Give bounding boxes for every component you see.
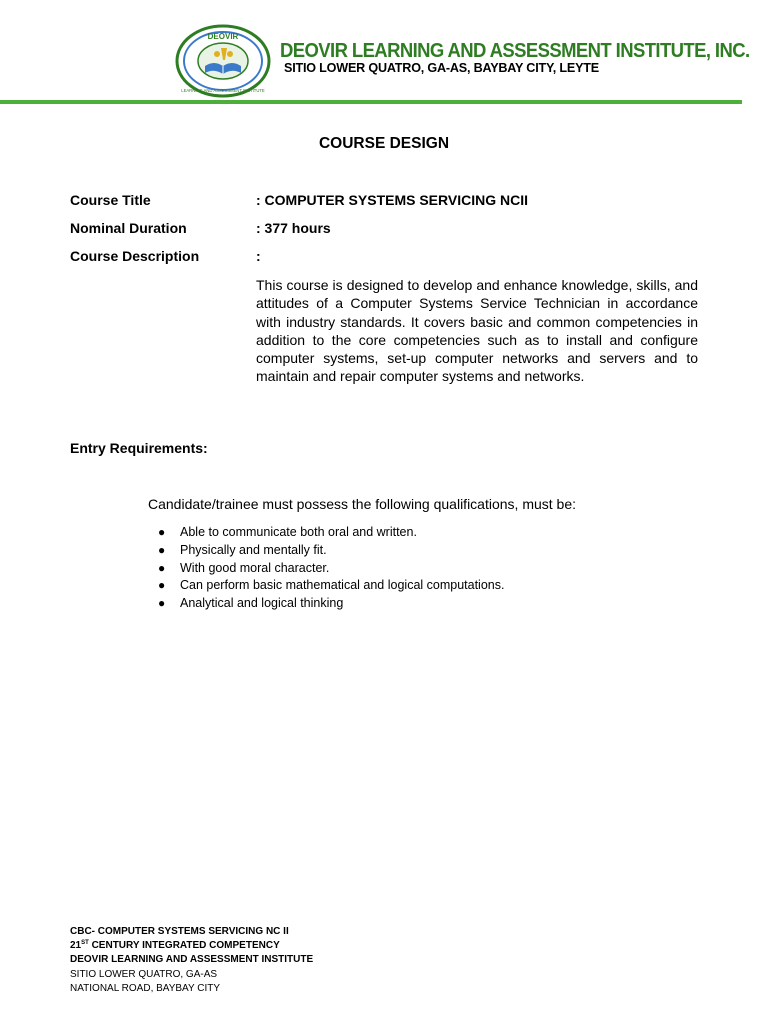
logo-ring-text: LEARNING AND ASSESSMENT INSTITUTE [181, 88, 265, 93]
footer-line-qualification: CBC- COMPUTER SYSTEMS SERVICING NC II [70, 926, 289, 937]
page-title: COURSE DESIGN [318, 135, 450, 152]
entry-requirements-intro: Candidate/trainee must possess the following qualifications, must be: [148, 496, 577, 512]
page-footer [70, 925, 313, 996]
course-title-value: : COMPUTER SYSTEMS SERVICING NCII [256, 192, 528, 208]
bullet-icon: ● [158, 560, 166, 575]
requirement-text: Able to communicate both oral and written. [180, 525, 417, 539]
bullet-icon: ● [158, 578, 166, 593]
list-item [158, 577, 505, 595]
footer-line-address: SITIO LOWER QUATRO, GA-AS [70, 968, 218, 980]
institute-logo [175, 24, 271, 98]
course-title-label: Course Title [70, 192, 151, 208]
bullet-icon: ● [158, 525, 166, 539]
institute-name: DEOVIR LEARNING AND ASSESSMENT INSTITUTE, INC. [280, 38, 750, 62]
list-item [158, 542, 504, 560]
course-description: This course is designed to develop and enhance knowledge, skills, and attitudes of a Computer Systems Service Technician in accordance with industry standards. It covers basic and common competencies in addition to the core competencies such as to install and configure computer systems, set-up computer networks and servers and to maintain and repair computer systems and networks. [256, 277, 698, 385]
list-item [158, 524, 504, 542]
footer-century-suffix: ST [81, 940, 89, 947]
logo-text: DEOVIR [207, 32, 239, 41]
bullet-icon: ● [158, 596, 166, 611]
description-colon: : [256, 248, 261, 264]
list-item [158, 560, 504, 578]
list-item [158, 595, 504, 613]
footer-century-number: 21 [70, 940, 82, 952]
requirements-list [158, 524, 505, 613]
duration-value: : 377 hours [256, 220, 331, 236]
footer-line-competency [70, 939, 313, 953]
entry-requirements-heading: Entry Requirements: [70, 440, 208, 456]
institute-address: SITIO LOWER QUATRO, GA-AS, BAYBAY CITY, LEYTE [284, 61, 599, 75]
bullet-icon: ● [158, 542, 166, 557]
requirement-text: Can perform basic mathematical and logical computations. [180, 578, 505, 593]
footer-line-road: NATIONAL ROAD, BAYBAY CITY [70, 982, 221, 994]
requirement-text: Analytical and logical thinking [180, 596, 344, 611]
description-label: Course Description [70, 248, 200, 264]
requirement-text: Physically and mentally fit. [180, 542, 327, 557]
duration-label: Nominal Duration [70, 220, 187, 236]
requirement-text: With good moral character. [180, 560, 330, 575]
footer-century-text: CENTURY INTEGRATED COMPETENCY [88, 940, 280, 952]
header-divider [0, 100, 742, 104]
footer-line-institute: DEOVIR LEARNING AND ASSESSMENT INSTITUTE [70, 954, 314, 966]
